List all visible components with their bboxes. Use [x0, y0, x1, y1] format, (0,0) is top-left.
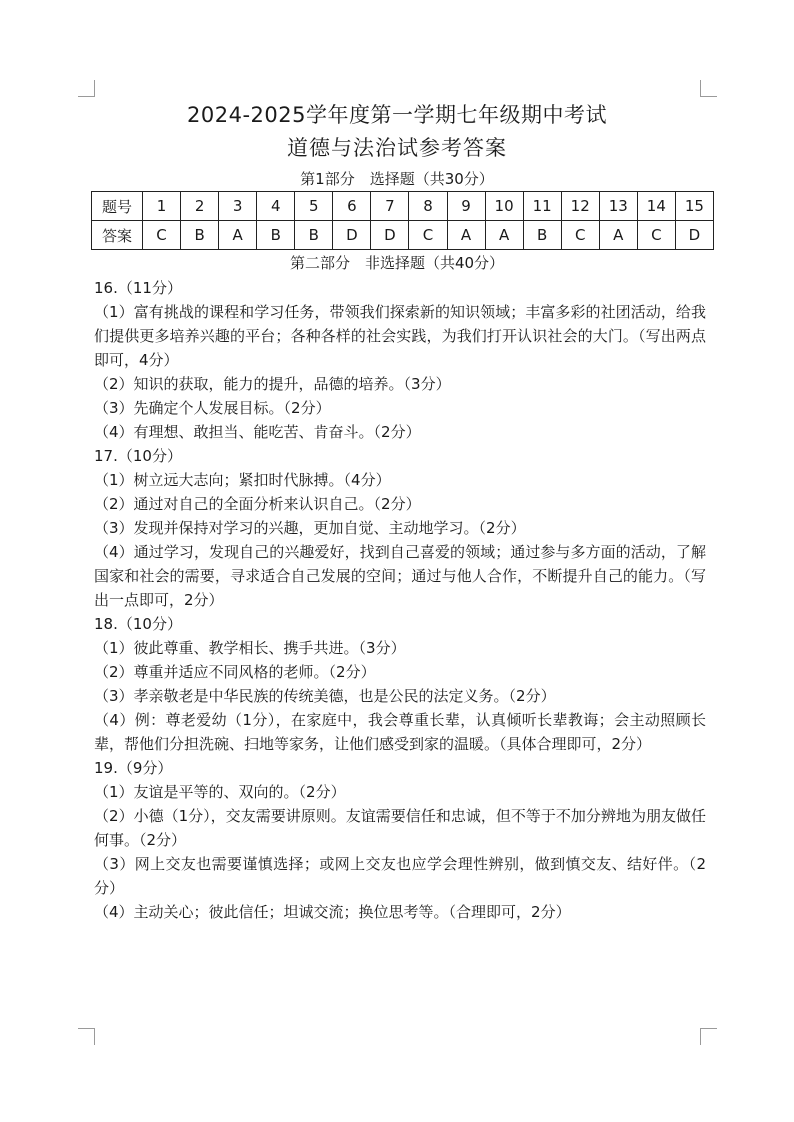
- question-number: 1: [143, 192, 181, 221]
- answer-item: （3）发现并保持对学习的兴趣，更加自觉、主动地学习。（2分）: [94, 519, 526, 537]
- answer-item: （1）树立远大志向；紧扣时代脉搏。（4分）: [94, 471, 391, 489]
- crop-mark-top-left: [78, 80, 95, 97]
- exam-title: 2024-2025学年度第一学期七年级期中考试: [187, 103, 607, 127]
- answer-item: （3）孝亲敬老是中华民族的传统美德，也是公民的法定义务。（2分）: [94, 687, 556, 705]
- answer-item: （4）有理想、敢担当、能吃苦、肯奋斗。（2分）: [94, 423, 421, 441]
- question-number: 8: [409, 192, 447, 221]
- answer-item: （1）友谊是平等的、双向的。（2分）: [94, 783, 346, 801]
- answer-cell: C: [637, 221, 675, 250]
- question-header: 19.（9分）: [94, 759, 173, 777]
- question-number: 11: [523, 192, 561, 221]
- answer-item: （4）主动关心；彼此信任；坦诚交流；换位思考等。（合理即可，2分）: [94, 903, 571, 921]
- answer-row: [92, 221, 714, 250]
- answer-item: （2）知识的获取，能力的提升，品德的培养。（3分）: [94, 375, 451, 393]
- answer-cell: B: [181, 221, 219, 250]
- question-number: 4: [257, 192, 295, 221]
- part1-heading: 第1部分 选择题（共30分）: [300, 170, 494, 188]
- question-number: 15: [675, 192, 713, 221]
- question-number: 9: [447, 192, 485, 221]
- question-number: 5: [295, 192, 333, 221]
- answer-cell: D: [333, 221, 371, 250]
- answer-item: （4）通过学习，发现自己的兴趣爱好，找到自己喜爱的领域；通过参与多方面的活动，了解国家和社会的需要，寻求适合自己发展的空间；通过与他人合作，不断提升自己的能力。（写出一点即可，2分）: [94, 543, 706, 609]
- answer-item: （2）尊重并适应不同风格的老师。（2分）: [94, 663, 376, 681]
- answer-cell: B: [295, 221, 333, 250]
- answer-cell: D: [371, 221, 409, 250]
- answer-cell: C: [409, 221, 447, 250]
- answer-table: [91, 191, 714, 250]
- answer-item: （4）例：尊老爱幼（1分），在家庭中，我会尊重长辈，认真倾听长辈教诲；会主动照顾长辈，帮他们分担洗碗、扫地等家务，让他们感受到家的温暖。（具体合理即可，2分）: [94, 711, 706, 753]
- exam-subtitle: 道德与法治试参考答案: [287, 136, 507, 160]
- number-row: [92, 192, 714, 221]
- row-label-number: 题号: [92, 192, 143, 221]
- answer-cell: B: [523, 221, 561, 250]
- question-number: 2: [181, 192, 219, 221]
- question-number: 14: [637, 192, 675, 221]
- answer-cell: A: [599, 221, 637, 250]
- question-header: 17.（10分）: [94, 447, 182, 465]
- answer-item: （3）先确定个人发展目标。（2分）: [94, 399, 331, 417]
- answer-item: （3）网上交友也需要谨慎选择；或网上交友也应学会理性辨别，做到慎交友、结好伴。（2分）: [94, 855, 706, 897]
- answer-item: （2）通过对自己的全面分析来认识自己。（2分）: [94, 495, 421, 513]
- question-number: 7: [371, 192, 409, 221]
- row-label-answer: 答案: [92, 221, 143, 250]
- answer-cell: D: [675, 221, 713, 250]
- question-header: 16.（11分）: [94, 279, 182, 297]
- question-number: 10: [485, 192, 523, 221]
- crop-mark-top-right: [700, 80, 717, 97]
- crop-mark-bottom-right: [700, 1028, 717, 1045]
- question-header: 18.（10分）: [94, 615, 182, 633]
- question-number: 6: [333, 192, 371, 221]
- answer-cell: B: [257, 221, 295, 250]
- question-number: 13: [599, 192, 637, 221]
- answer-item: （1）富有挑战的课程和学习任务，带领我们探索新的知识领域；丰富多彩的社团活动，给我们提供更多培养兴趣的平台；各种各样的社会实践，为我们打开认识社会的大门。（写出两点即可，4分）: [94, 303, 706, 369]
- answer-cell: C: [143, 221, 181, 250]
- answer-item: （2）小德（1分），交友需要讲原则。友谊需要信任和忠诚，但不等于不加分辨地为朋友做任何事。（2分）: [94, 807, 706, 849]
- answer-cell: A: [219, 221, 257, 250]
- answer-cell: C: [561, 221, 599, 250]
- answer-cell: A: [447, 221, 485, 250]
- part2-heading: 第二部分 非选择题（共40分）: [289, 254, 505, 272]
- answers-body: [94, 276, 706, 924]
- answer-item: （1）彼此尊重、教学相长、携手共进。（3分）: [94, 639, 406, 657]
- question-number: 12: [561, 192, 599, 221]
- crop-mark-bottom-left: [78, 1028, 95, 1045]
- answer-cell: A: [485, 221, 523, 250]
- question-number: 3: [219, 192, 257, 221]
